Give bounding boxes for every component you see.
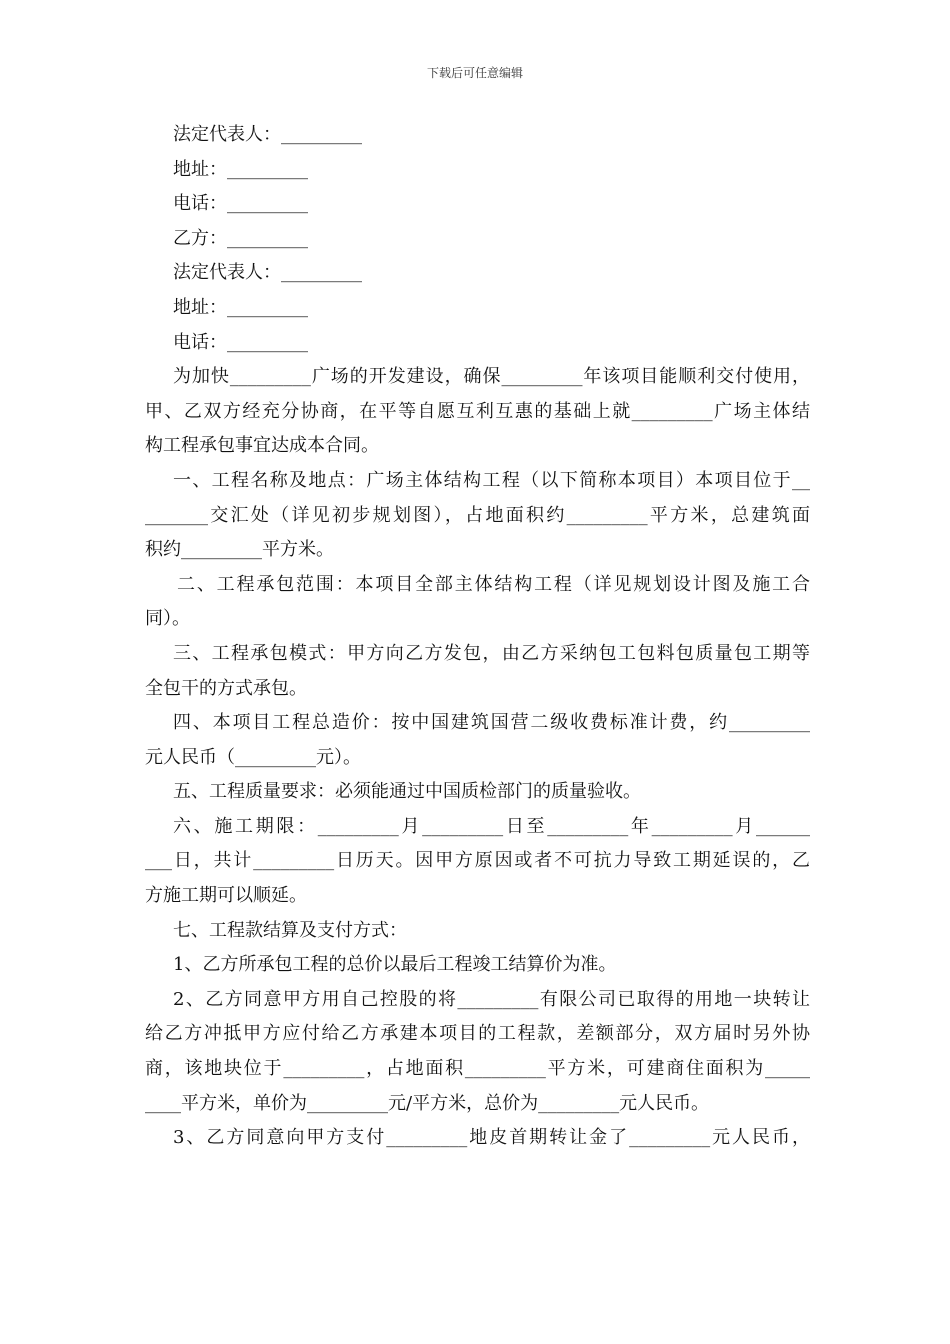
text-line: _______交汇处（详见初步规划图），占地面积约_________平方米，总建筑面 [145,504,810,526]
text-line: 地址：_________ [173,158,308,180]
text-line: 四、本项目工程总造价：按中国建筑国营二级收费标准计费，约_________ [173,712,810,734]
text-line: ____平方米，单价为_________元/平方米，总价为_________元人民币。 [145,1092,710,1114]
text-line: 三、工程承包模式：甲方向乙方发包，由乙方采纳包工包料包质量包工期等 [173,642,810,664]
text-line: 甲、乙双方经充分协商，在平等自愿互利互惠的基础上就_________广场主体结 [145,400,810,422]
text-line: 构工程承包事宜达成本合同。 [145,435,379,457]
text-line: 全包干的方式承包。 [145,677,307,699]
text-line: 电话：_________ [173,331,308,353]
text-line: 地址：_________ [173,296,308,318]
text-line: 商，该地块位于_________，占地面积_________平方米，可建商住面积为_____ [145,1058,810,1080]
text-line: 乙方：_________ [173,227,308,249]
text-line: 七、工程款结算及支付方式： [173,919,407,941]
text-line: 法定代表人：_________ [173,262,362,284]
text-line: 二、工程承包范围：本项目全部主体结构工程（详见规划设计图及施工合 [177,573,810,595]
text-line: 为加快_________广场的开发建设，确保_________年该项目能顺利交付使用， [173,366,810,388]
text-line: 1、乙方所承包工程的总价以最后工程竣工结算价为准。 [173,954,617,976]
contract-body [145,118,810,1156]
text-line: 一、工程名称及地点：广场主体结构工程（以下简称本项目）本项目位于__ [173,469,810,491]
text-line: 同）。 [145,608,190,630]
text-line: ___日，共计_________日历天。因甲方原因或者不可抗力导致工期延误的，乙 [145,850,810,872]
text-line: 电话：_________ [173,193,308,215]
text-line: 积约_________平方米。 [145,539,334,561]
text-line: 3、乙方同意向甲方支付_________地皮首期转让金了_________元人民币， [173,1127,810,1149]
text-line: 元人民币（_________元）。 [145,746,361,768]
text-line: 五、工程质量要求：必须能通过中国质检部门的质量验收。 [173,781,641,803]
text-line: 给乙方冲抵甲方应付给乙方承建本项目的工程款，差额部分，双方届时另外协 [145,1023,810,1045]
page-header: 下载后可任意编辑 [426,66,523,80]
text-line: 方施工期可以顺延。 [145,885,307,907]
text-line: 六、施工期限：_________月_________日至_________年_________月______ [173,815,810,837]
text-line: 法定代表人：_________ [173,124,362,145]
text-line: 2、乙方同意甲方用自己控股的将_________有限公司已取得的用地一块转让 [173,988,810,1010]
